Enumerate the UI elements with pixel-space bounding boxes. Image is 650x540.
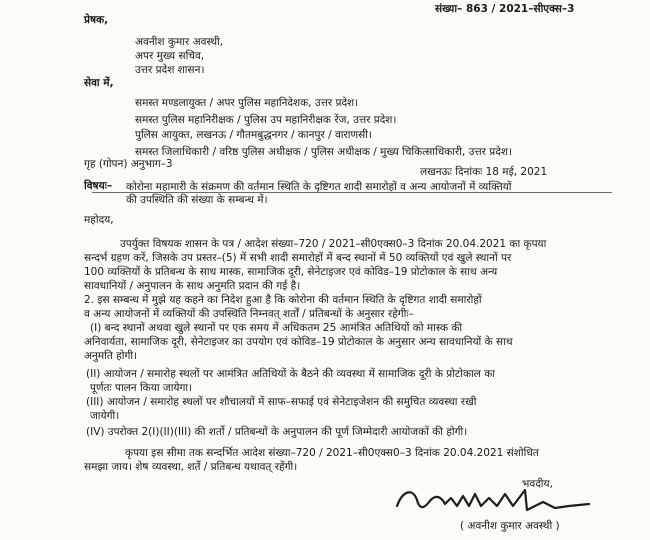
recipient-line: समस्त पुलिस महानिरीक्षक / पुलिस उप महानिरीक्षक रेंज, उत्तर प्रदेश। (135, 114, 397, 126)
subject-line: कोरोना महामारी के संक्रमण की वर्तमान स्थिति के दृष्टिगत शादी समारोहों व अन्य आयोजनों में व्यक्तियों (126, 181, 512, 193)
body-line: सन्दर्भ ग्रहण करें, जिसके उप प्रस्तर–(5) में सभी शादी समारोहों में बन्द स्थानों में 50 व्यक्तियों एवं खुले स्थानों पर (84, 252, 512, 264)
subject-line: की उपस्थिति की संख्या के सम्बन्ध में। (126, 194, 268, 206)
body-line: (II) आयोजन / समारोह स्थलों पर आमंत्रित अतिथियों के बैठने की व्यवस्था में सामाजिक दूरी के प्रोटोकाल का (86, 368, 495, 380)
recipient-line: समस्त मण्डलायुक्त / अपर पुलिस महानिदेशक, उत्तर प्रदेश। (135, 97, 359, 109)
body-line: व अन्य आयोजनों में व्यक्तियों की उपस्थिति निम्नवत् शर्तों / प्रतिबन्धों के अनुसार रहेगीः– (84, 308, 414, 320)
department: गृह (गोपन) अनुभाग–3 (84, 158, 173, 170)
subject-divider (92, 192, 612, 193)
body-line: सावधानियों / अनुपालन के साथ अनुमति प्रदान की गई है। (84, 280, 301, 292)
body-line: जायेगी। (90, 410, 120, 422)
body-line: 2. इस सम्बन्ध में मुझे यह कहने का निदेश हुआ है कि कोरोना की वर्तमान स्थिति के दृष्टिगत शादी समारोहों (84, 294, 482, 306)
body-line: (III) आयोजन / समारोह स्थलों पर शौचालयों में साफ–सफाई एवं सेनेटाइजेशन की समुचित व्यवस्था रखी (86, 396, 477, 408)
sender-office: उत्तर प्रदेश शासन। (135, 64, 205, 76)
body-line: समझा जाय। शेष व्यवस्था, शर्ते / प्रतिबन्ध यथावत् रहेंगी। (84, 461, 298, 473)
signatory-name: ( अवनीश कुमार अवस्थी ) (460, 520, 560, 532)
subject-label: विषयः– (84, 180, 113, 192)
signature (393, 484, 608, 520)
body-line: (I) बन्द स्थानों अथवा खुले स्थानों पर एक समय में अधिकतम 25 आमंत्रित अतिथियों को मास्क की (90, 322, 463, 334)
recipients-label: सेवा में, (84, 77, 114, 89)
body-line: अनिवार्यता, सामाजिक दूरी, सेनेटाइजर का उपयोग एवं कोविड–19 प्रोटोकाल के अनुसार अन्य सावधानियों के साथ (84, 336, 513, 348)
body-line: कृपया इस सीमा तक सन्दर्भित आदेश संख्या–720 / 2021–सी0एक्स0–3 दिनांक 20.04.2021 संशोधित (125, 447, 539, 459)
body-line: (IV) उपरोक्त 2(I)(II)(III) की शर्तो / प्रतिबन्धों के अनुपालन की पूर्ण जिम्मेदारी आयोजकों की होगी। (86, 426, 468, 438)
body-line: पूर्णतः पालन किया जायेगा। (90, 382, 193, 394)
body-line: 100 व्यक्तियों के प्रतिबन्ध के साथ मास्क, सामाजिक दूरी, सेनेटाइजर एवं कोविड–19 प्रोटोकाल के साथ अन्य (84, 266, 498, 278)
sender-designation: अपर मुख्य सचिव, (135, 50, 205, 62)
recipient-line: पुलिस आयुक्त, लखनऊ / गौतमबुद्धनगर / कानपुर / वाराणसी। (135, 129, 372, 141)
letter-date: लखनऊः दिनांकः 18 मई, 2021 (420, 166, 548, 178)
body-line: उपर्युक्त विषयक शासन के पत्र / आदेश संख्या–720 / 2021–सी0एक्स0–3 दिनांक 20.04.2021 का कृपया (120, 238, 547, 250)
recipient-line: समस्त जिलाधिकारी / वरिष्ठ पुलिस अधीक्षक / पुलिस अधीक्षक / मुख्य चिकित्साधिकारी, उत्तर प्रदेश। (135, 146, 512, 158)
salutation: महोदय, (84, 214, 114, 226)
closing: भवदीय, (522, 478, 553, 490)
sender-name: अवनीश कुमार अवस्थी, (135, 36, 224, 48)
sender-label: प्रेषक, (84, 14, 109, 26)
body-line: अनुमति होगी। (84, 350, 138, 362)
reference-number: संख्या– 863 / 2021–सीएक्स–3 (435, 3, 575, 15)
